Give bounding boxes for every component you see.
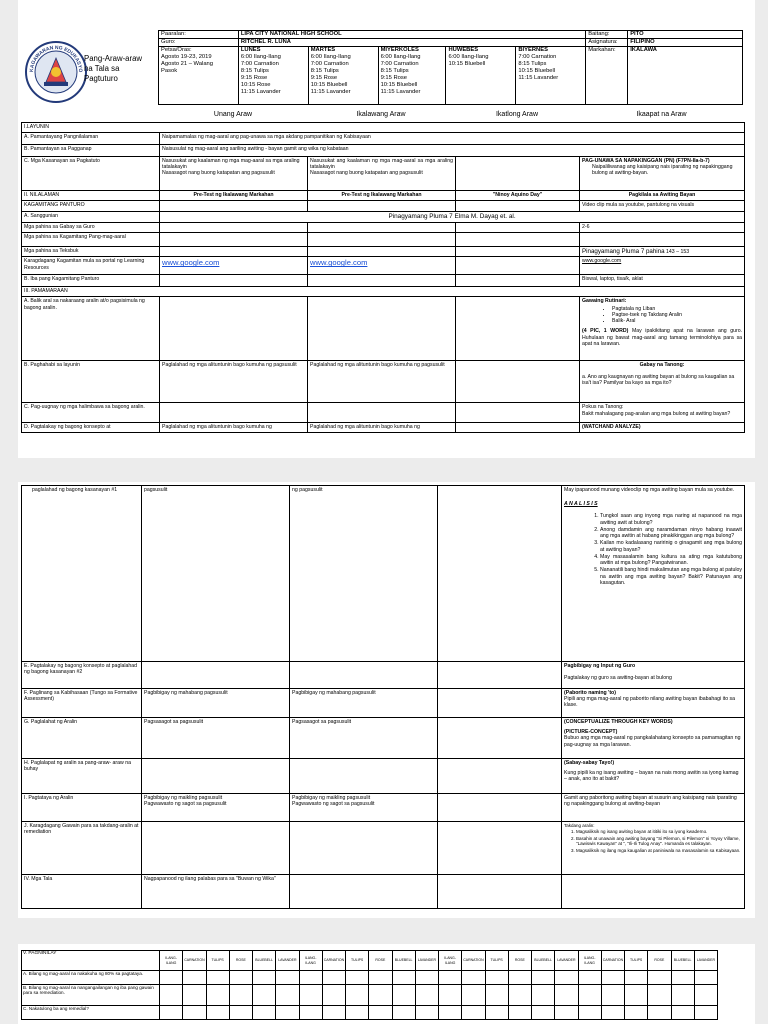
cell-d1: Pagbibigay ng maikling pagsusulit Pagwawasto ng sagot sa pagsusulit (142, 794, 290, 822)
row-label: IV. Mga Tala (22, 875, 142, 909)
schedule-line: 7:00 Carnation (240, 60, 279, 67)
cell-d3: "Ninoy Aquino Day" (456, 191, 580, 201)
list-item: 2. Basahin at unawain ang awiting bayang "Si Pilemon, si Pilemon" ni Yoyoy Villame, "Lawiswis Kawayan" at ", "Ili-Ili Tulog Anay". Humanda es talakayan. (576, 836, 742, 847)
cell-d4: Pagkilala sa Awiting Bayan (580, 191, 745, 201)
page-1 (18, 0, 755, 458)
schedule-line: 6:00 Ilang-Ilang (380, 53, 421, 60)
activity-subtitle: (PICTURE-CONCEPT) (564, 729, 618, 736)
competency-code: PAG-UNAWA SA NAPAKINGGAN (PN) (F7PN-IIa-b-7) (582, 158, 710, 164)
schedule-day: LUNES (240, 46, 261, 53)
routine-list (582, 306, 742, 325)
competency-text: Naipaliliwanag ang kaisipang nais iparating ng napakinggang bulong at awiting-bayan. (592, 164, 733, 177)
homework-title: Takdang aralin: (564, 823, 595, 828)
analisis-list (564, 513, 742, 586)
analisis-heading: A N A L I S I S (564, 501, 598, 508)
schedule-line: 6:00 Ilang-Ilang (448, 53, 489, 60)
lesson-plan-table-cont (21, 485, 745, 909)
list-item: 2. Anong damdamin ang naramdaman ninyo habang inaawit ang mga awitin at habang pinakikinggan ang mga bulong? (600, 527, 742, 539)
schedule-line: 8:15 Tulips (240, 67, 269, 74)
paaralan-label: Paaralan: (159, 31, 239, 39)
cell-d2: Pagbibigay ng maikling pagsusulit Pagwawasto ng sagot sa pagsusulit (290, 794, 438, 822)
schedule-day: HUWEBES (448, 46, 479, 53)
day-header-2: Ikalawang Araw (356, 111, 406, 118)
routine-title: Gawaing Rutinari: (582, 298, 627, 305)
subcol-header: CARNATION (601, 951, 624, 971)
cell-d4 (580, 297, 745, 361)
cell-d4 (562, 759, 745, 794)
cell-d4 (580, 157, 745, 191)
cell-d4 (580, 403, 745, 423)
subcol-header: LAVANDER (694, 951, 717, 971)
paaralan-value: LIPA CITY NATIONAL HIGH SCHOOL (238, 31, 585, 39)
cell-d4 (580, 361, 745, 403)
schedule-lunes (238, 46, 308, 104)
list-item: 1. Tungkol saan ang inyong mga naring at napanood na mga awiting awit at bulong? (600, 513, 742, 525)
row-label: B. Paghahabi sa layunin (22, 361, 160, 403)
schedule-day: MARTES (310, 46, 336, 53)
row-label: B. Pamantayan sa Pagganap (22, 145, 160, 157)
markahan-label: Markahan: (586, 46, 628, 104)
day-headers (21, 111, 744, 121)
row-text: Naisusulat ng mag-aaral ang sariling awiting - bayan gamit ang wika ng kabataan (160, 145, 745, 157)
cell-d1: Nagpapanood ng ilang palabas para sa "Buwan ng Wika" (142, 875, 290, 909)
schedule-line: 8:15 Tulips (380, 67, 409, 74)
section-nilalaman: II. NILALAMAN (22, 191, 160, 201)
markahan-value: IKALAWA (628, 46, 743, 104)
cell-d1: Pagbibigay ng mahabang pagsusulit (142, 689, 290, 718)
subcol-header: BLUEBELL (532, 951, 555, 971)
cell-d1: Nasusukat ang kaalaman ng mga mag-aaral sa mga araling tatalakayin Nasasagot nang buong katapatan ang pagsusulit (160, 157, 308, 191)
schedule-line: 11:15 Lavander (310, 88, 351, 95)
cell-d4: (WATCHAND ANALYZE) (580, 423, 745, 432)
document-title (84, 54, 154, 84)
cell-d1: Paglalahad ng mga alituntunin bago kumuha ng pagsusulit (160, 361, 308, 403)
subcol-header: TULIPS (485, 951, 508, 971)
title-line: Pagtuturo (84, 74, 118, 84)
list-item: • Pagtatala ng Liban (612, 306, 742, 312)
subcol-header: ILANG-ILANG (160, 951, 183, 971)
pagninilay-table (21, 950, 718, 1020)
petsa-line: Agosto 21 – Walang (161, 60, 213, 67)
schedule-miyerkoles (378, 46, 446, 104)
row-label: C. Nakatulong ba ang remedial? (22, 1006, 160, 1020)
lr-link-d2[interactable]: www.google.com (310, 258, 368, 268)
input-title: Pagbibigay ng Input ng Guro (564, 663, 636, 669)
schedule-line: 7:00 Carnation (380, 60, 419, 67)
section-layunin: I.LAYUNIN (22, 123, 745, 133)
cell-d1: Paglalahad ng mga alituntunin bago kumuha ng (160, 423, 308, 432)
list-item: • Balik- Aral (612, 318, 742, 324)
schedule-line: 11:15 Lavander (518, 74, 559, 81)
svg-text:KAGAWARAN NG EDUKASYON: KAGAWARAN NG EDUKASYO (28, 44, 84, 73)
cell-d1: pagsusulit (142, 486, 290, 662)
cell-d4 (562, 822, 745, 875)
day-header-1: Unang Araw (213, 111, 253, 118)
subcol-header: ROSE (369, 951, 392, 971)
schedule-martes (308, 46, 378, 104)
cell-d2: Paglalahad ng mga alituntunin bago kumuha ng pagsusulit (308, 361, 456, 403)
activity-title: (CONCEPTUALIZE THROUGH KEY WORDS) (564, 719, 673, 725)
row-label: C. Mga Kasanayan sa Pagkatuto (22, 157, 160, 191)
subcol-header: ROSE (648, 951, 671, 971)
subcol-header: ILANG-ILANG (299, 951, 322, 971)
focus-question-title: Pokus na Tanong: (582, 404, 624, 411)
section-pamamaraan: III. PAMAMARAAN (22, 287, 745, 297)
cell-d4: Gamit ang paboritong awiting bayan at susurin ang kaisipang nais iparating ng napakinggang bulong at awiting-bayan (562, 794, 745, 822)
subcol-header: CARNATION (462, 951, 485, 971)
schedule-line: 8:15 Tulips (518, 60, 547, 67)
cell-d4 (580, 247, 745, 257)
title-line: Pang-Araw-araw (84, 54, 143, 63)
subcol-header: TULIPS (206, 951, 229, 971)
subcol-header: ILANG-ILANG (439, 951, 462, 971)
schedule-line: 9:15 Rose (240, 74, 268, 81)
row-label: Mga pahina sa Teksbuk (22, 247, 160, 257)
page-2 (18, 482, 755, 918)
schedule-line: 10:15 Bluebell (380, 81, 418, 88)
cell-d4 (562, 662, 745, 689)
activity-name: (4 PIC, 1 WORD) (582, 328, 629, 335)
subcol-header: LAVANDER (555, 951, 578, 971)
subcol-header: BLUEBELL (392, 951, 415, 971)
reflection-row-b (22, 985, 718, 1006)
row-label: F. Paglinang sa Kabihasaan (Tungo sa Formative Assessment) (22, 689, 142, 718)
row-label: C. Pag-uugnay ng mga halimbawa sa bagong aralin. (22, 403, 160, 423)
list-item: 4. May masasalamin bang kultura sa ating mga katutubong awitin at mga bulong? Pangatwiranan. (600, 554, 742, 566)
cell-d4 (562, 718, 745, 759)
subcol-header: BLUEBELL (253, 951, 276, 971)
lesson-plan-table (21, 122, 745, 433)
row-label: Karagdagang Kagamitan mula sa portal ng Learning Resources (22, 257, 160, 275)
header-info-table (158, 30, 743, 105)
row-label: Mga pahina sa Kagamitang Pang-mag-aaral (22, 233, 160, 247)
list-item: 5. Nananatili bang hindi makalimutan ang mga bulong at patuloy na awitin ang mga awiting bayan? Bakit? Patunayan ang kasagutan. (600, 567, 742, 586)
schedule-biyernes (516, 46, 586, 104)
schedule-line: 9:15 Rose (310, 74, 338, 81)
row-label: B. Iba pang Kagamitang Panturo (22, 275, 160, 287)
cell-d2: ng pagsusulit (290, 486, 438, 662)
row-label: E. Pagtalakay ng bagong konsepto at paglalahad ng bagong kasanayan #2 (22, 662, 142, 689)
section-pagninilay: V. PAGNINILAY (22, 951, 160, 971)
list-item: 3. Magsaliksik ng ilang mga kaugalian at paniniwala na masasalamin sa Kabisayaan. (576, 848, 742, 853)
cell-d3 (456, 157, 580, 191)
row-label: B. Bilang ng mag-aaral na nangangailangan ng iba pang gawain para sa remediation. (22, 985, 160, 1006)
reflection-row-c (22, 1006, 718, 1020)
focus-question: Bakit mahalagang pag-aralan ang mga bulong at awiting bayan? (582, 410, 731, 417)
cell-d4: 2-6 (580, 223, 745, 233)
row-label: J. Karagdagang Gawain para sa takdang-aralin at remediation (22, 822, 142, 875)
row-label: I. Pagtataya ng Aralin (22, 794, 142, 822)
asignatura-label: Asignatura: (586, 38, 628, 46)
schedule-line: 11:15 Lavander (240, 88, 281, 95)
schedule-line: 8:15 Tulips (310, 67, 339, 74)
schedule-day: MIYERKOLES (380, 46, 419, 53)
cell-d4 (562, 486, 745, 662)
petsa-line: Pasok (161, 67, 178, 74)
row-label: D. Pagtalakay ng bagong konsepto at (22, 423, 160, 432)
activity-title: (Sabay-sabay Tayo!) (564, 760, 615, 766)
baitang-label: Baitang: (586, 31, 628, 39)
input-text: Pagtalakay ng guro sa awiting-bayan at bulong (564, 675, 672, 682)
subcol-header: LAVANDER (415, 951, 438, 971)
schedule-line: 7:00 Carnation (518, 53, 557, 60)
petsa-line: Agosto 19-23, 2019 (161, 53, 212, 60)
row-text: Pinagyamang Pluma 7 Elma M. Dayag et. al. (160, 212, 745, 223)
textbook-ref: Pinagyamang Pluma 7 pahina (582, 248, 665, 255)
subcol-header: TULIPS (625, 951, 648, 971)
cell-d4: Biswal, laptop, tisa/k, aklat (580, 275, 745, 287)
subcol-header: ROSE (229, 951, 252, 971)
row-label: A. Pamantayang Pangnilalaman (22, 133, 160, 145)
row-label: paglalahad ng bagong kasanayan #1 (22, 486, 142, 662)
schedule-line: 10:15 Rose (240, 81, 271, 88)
cell-d1: Pre-Test ng Ikalawang Markahan (160, 191, 308, 201)
day-header-3: Ikatlong Araw (495, 111, 539, 118)
subcol-header: ROSE (508, 951, 531, 971)
guide-question: a. Ano ang kaugnayan ng awiting bayan at bulong sa kaugalian sa isa't isa? Pamilyar ba kayo sa mga ito? (582, 373, 735, 386)
petsa-cell (159, 46, 239, 104)
subcol-header: CARNATION (183, 951, 206, 971)
petsa-label: Petsa/Oras: (161, 46, 192, 53)
row-label: Mga pahina sa Gabay sa Guro (22, 223, 160, 233)
cell-d2: Pre-Test ng Ikalawang Markahan (308, 191, 456, 201)
row-label: A. Bilang ng mag-aaral na nakakuha ng 80% sa pagtataya. (22, 971, 160, 985)
schedule-line: 10:15 Bluebell (310, 81, 348, 88)
schedule-line: 6:00 Ilang-Ilang (310, 53, 351, 60)
schedule-huwebes (446, 46, 516, 104)
cell-d2: Nasusukat ang kaalaman ng mga mag-aaral sa mga araling tatalakayin Nasasagot nang buong katapatan ang pagsusulit (308, 157, 456, 191)
schedule-day: BIYERNES (518, 46, 548, 53)
cell-d4 (562, 689, 745, 718)
textbook-pages: 143 – 153 (666, 249, 690, 255)
lr-link-d1[interactable]: www.google.com (162, 258, 220, 268)
schedule-line: 6:00 Ilang-Ilang (240, 53, 281, 60)
baitang-value: PITO (628, 31, 743, 39)
row-label: A. Balik aral sa nakaraang aralin at/o pagsisimula ng bagong aralin. (22, 297, 160, 361)
subcol-header: BLUEBELL (671, 951, 694, 971)
activity-text: May ipakikitang apat na larawan ang guro. Huhulaan ng bawat mag-aaral ang tamang terminolohiya para sa apat na larawan. (582, 328, 743, 347)
guro-label: Guro: (159, 38, 239, 46)
subcol-header: ILANG-ILANG (578, 951, 601, 971)
row-label: A. Sanggunian (22, 212, 160, 223)
schedule-line: 10:15 Bluebell (448, 60, 486, 67)
cell-d1: Pagsasagot sa pagsusulit (142, 718, 290, 759)
section-kagamitang: KAGAMITANG PANTURO (22, 201, 160, 212)
cell-d2: Pagbibigay ng mahabang pagsusulit (290, 689, 438, 718)
row-label: H. Paglalapat ng aralin sa pang-araw- araw na buhay (22, 759, 142, 794)
reflection-row-a (22, 971, 718, 985)
subcol-header: CARNATION (322, 951, 345, 971)
day-header-4: Ikaapat na Araw (636, 111, 687, 118)
guro-value: RITCHEL R. LUNA (238, 38, 585, 46)
cell-d2: Paglalahad ng mga alituntunin bago kumuha ng (308, 423, 456, 432)
video-instruction: May ipapanood munang videoclip ng mga awiting bayan mula sa youtube. (564, 487, 735, 493)
deped-seal-icon (24, 40, 88, 104)
list-item: 1. Magsaliksik ng isang awiting bayan at ititiki ito sa iyong kwaderno. (576, 829, 742, 834)
homework-list (564, 829, 742, 853)
activity-text: Pipili ang mga mag-aaral ng paborito nilang awiting bayan ibabahagi ito sa klase. (564, 696, 736, 709)
asignatura-value: FILIPINO (628, 38, 743, 46)
row-text: Naipamamalas ng mag-aaral ang pag-unawa sa mga akdang pampanitikan ng Kabisayaan (160, 133, 745, 145)
row-label: G. Paglalahat ng Aralin (22, 718, 142, 759)
activity-text: Kung pipili ka ng isang awiting – bayan na nais mong awitin sa iyong kamag – anak, ano ito at bakit? (564, 770, 739, 783)
cell-d4: Video clip mula sa youtube, pantulong na visuals (580, 201, 745, 212)
list-item: 3. Kailan mo kadalasang naririnig o ginagamit ang mga bulong at awiting bayan? (600, 540, 742, 552)
list-item: • Pagtse-tsek ng Takdang Aralin (612, 312, 742, 318)
guide-question-title: Gabay na Tanong: (639, 362, 685, 369)
activity-text: Bubuo ang mga mag-aaral ng pangkalahatang konsepto sa pamamagitan ng pag-uugnay sa mga larawan. (564, 735, 741, 748)
schedule-line: 7:00 Carnation (310, 60, 349, 67)
page-3 (18, 944, 755, 1024)
schedule-line: 9:15 Rose (380, 74, 407, 81)
activity-title: (Paborito naming 'to) (564, 690, 616, 696)
cell-d2: Pagsasagot sa pagsusulit (290, 718, 438, 759)
subcol-header: LAVANDER (276, 951, 299, 971)
subcol-header: TULIPS (346, 951, 369, 971)
schedule-line: 11:15 Lavander (380, 88, 421, 95)
schedule-line: 10:15 Bluebell (518, 67, 556, 74)
title-line: na Tala sa (84, 64, 120, 74)
lr-link-d4[interactable]: www.google.com (582, 258, 622, 265)
